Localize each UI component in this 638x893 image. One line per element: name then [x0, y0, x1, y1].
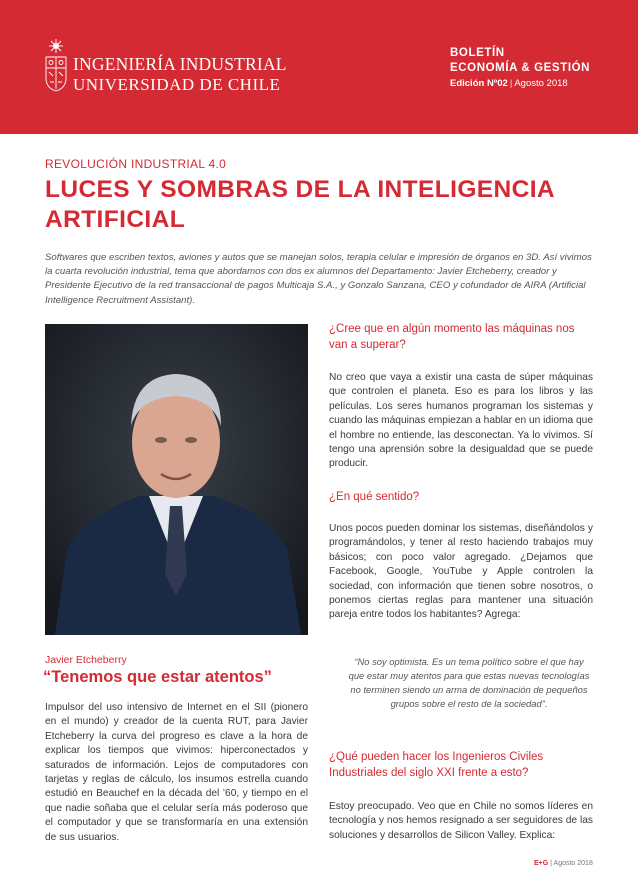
logo-line-2: UNIVERSIDAD DE CHILE — [73, 75, 281, 94]
edition-number: Edición Nº02 — [450, 78, 508, 89]
question-3: ¿Qué pueden hacer los Ingenieros Civiles Industriales del siglo XXI frente a esto? — [329, 751, 544, 779]
header-band — [0, 0, 638, 134]
footer-brand: E+G — [534, 860, 549, 867]
article-intro: Softwares que escriben textos, aviones y autos que se manejan solos, terapia celular e impresión de órganos en 3D. Así vivimos la cuarta revolución industrial, tema que abordamos con dos ex alumnos del Departamento: Javier Etcheberry, creador y Presidente Ejecutivo de la red transaccional de pagos Multicaja S.A., y Gonzalo Sanzana, CEO y cofundador de AIRA (Artificial Intelligence Recruitment Assistant). — [45, 252, 592, 306]
question-1: ¿Cree que en algún momento las máquinas nos van a superar? — [329, 323, 575, 351]
footer-date: Agosto 2018 — [553, 860, 593, 867]
university-crest-icon — [44, 38, 68, 92]
answer-1: No creo que vaya a existir una casta de súper máquinas que controlen el planeta. Eso es para los libros y las películas. Los seres humanos programan los sistemas y cuando las máquinas empiezan a hablar en un idioma que el hombre no entiende, las desconectan. Ya lo vivimos. Sí tengo una aprensión sobre la desigualdad que se puede producir. — [329, 372, 593, 470]
bulletin-name: ECONOMÍA & GESTIÓN — [450, 62, 591, 74]
headline-quote: “Tenemos que estar atentos” — [43, 668, 272, 686]
interviewee-name: Javier Etcheberry — [45, 654, 127, 666]
answer-3: Estoy preocupado. Veo que en Chile no somos líderes en tecnología y nos hemos resignado a ser seguidores de las soluciones y desarrollos de Silicon Valley. Explica: — [329, 801, 593, 841]
portrait-photo — [45, 324, 308, 635]
article-title: LUCES Y SOMBRAS DE LA INTELIGENCIA ARTIFICIAL — [45, 176, 555, 233]
logo-line-1: INGENIERÍA INDUSTRIAL — [73, 54, 287, 74]
pull-quote: “No soy optimista. Es un tema político sobre el que hay que estar muy atentos para que estas nuevas tecnologías no terminen siendo un arma de dominación de pequeños grupos sobre el resto de la sociedad”. — [348, 656, 590, 709]
question-2: ¿En qué sentido? — [329, 491, 420, 503]
bio-paragraph: Impulsor del uso intensivo de Internet en el SII (pionero en el mundo) y creador de la cuenta RUT, para Javier Etcheberry la curva del progreso es clave a la hora de explicar los tiempos que vivimos: hiperconectados y saturados de información. Lejos de computadores con tarjetas y reglas de cálculo, los insumos estrella cuando estudió en Beauchef en la década del ’60, y tiempo en el que nadie soñaba que el celular sería más poderoso que el computador y que se transformaría en una extensión de sus usuarios. — [45, 702, 308, 843]
bulletin-title-block — [450, 46, 590, 89]
edition-date: Agosto 2018 — [514, 78, 568, 89]
page-footer: E+G | Agosto 2018 — [534, 860, 593, 867]
bulletin-label: BOLETÍN — [450, 47, 505, 59]
answer-2: Unos pocos pueden dominar los sistemas, diseñándolos y programándolos, y tener al resto haciendo trabajos muy básicos; con poco valor agregado. ¿Dejamos que Facebook, Google, YouTube y Apple controlen la sociedad, con información que tienen sobre nosotros, o ponemos ciertas reglas para mantener una situación pareja entre todos los habitantes? Agrega: — [329, 523, 593, 621]
edition-line: Edición Nº02 | Agosto 2018 — [450, 78, 568, 89]
university-logo[interactable] — [44, 38, 287, 94]
section-kicker: REVOLUCIÓN INDUSTRIAL 4.0 — [45, 157, 227, 171]
portrait-illustration — [45, 324, 308, 635]
